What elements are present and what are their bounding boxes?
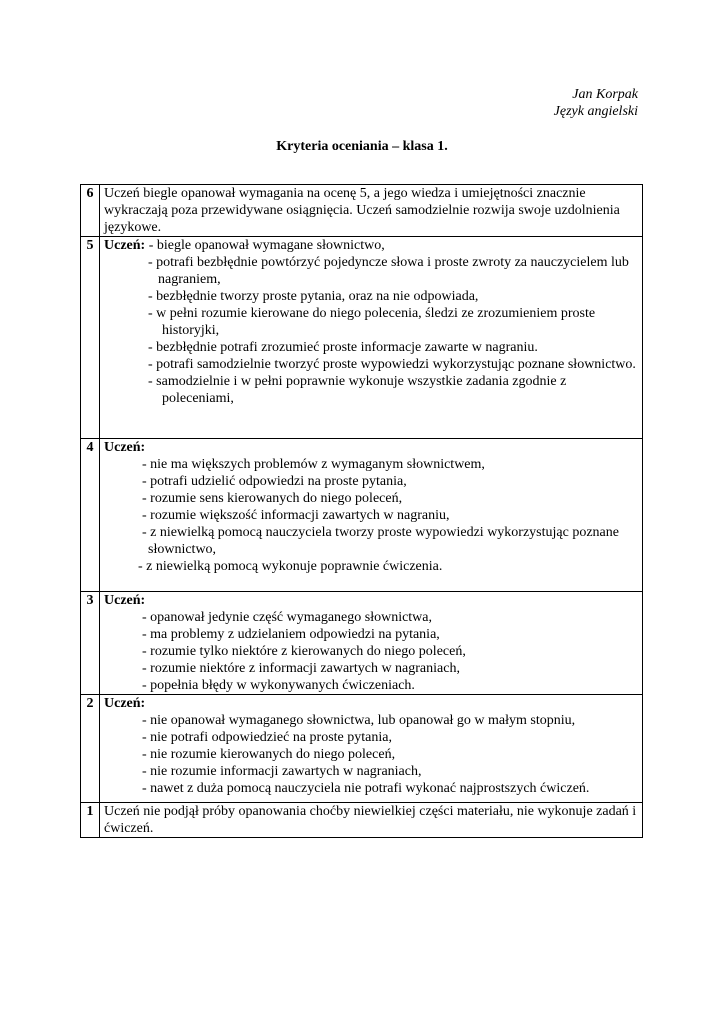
list-item: - bezbłędnie potrafi zrozumieć proste informacje zawarte w nagraniu. [148, 340, 538, 355]
list-item: - z niewielką pomocą nauczyciela tworzy proste wypowiedzi wykorzystując poznane słownictwo, [142, 525, 619, 557]
list-item: - nie ma większych problemów z wymaganym słownictwem, [142, 457, 485, 472]
grading-criteria-table [80, 184, 643, 838]
list-item: - ma problemy z udzielaniem odpowiedzi na pytania, [142, 627, 440, 642]
list-item: - rozumie większość informacji zawartych w nagraniu, [142, 508, 450, 523]
grade-cell: 4 [81, 439, 100, 592]
grade-cell: 2 [81, 695, 100, 803]
grade-5-list [104, 254, 638, 407]
grade-cell: 3 [81, 592, 100, 695]
grade-5-first-item: - biegle opanował wymagane słownictwo, [145, 238, 385, 253]
grade-description [100, 237, 643, 439]
grade-4-list [104, 456, 638, 575]
list-item: - w pełni rozumie kierowane do niego polecenia, śledzi ze zrozumieniem proste historyjki, [148, 306, 596, 338]
list-item: - bezbłędnie tworzy proste pytania, oraz na nie odpowiada, [148, 289, 479, 304]
grade-description [100, 439, 643, 592]
grade-2-list [104, 712, 638, 797]
grade-3-list [104, 609, 638, 694]
grade-description [100, 695, 643, 803]
grade-2-lead: Uczeń: [104, 696, 146, 711]
list-item: - opanował jedynie część wymaganego słownictwa, [142, 610, 433, 625]
list-item: - nawet z duża pomocą nauczyciela nie potrafi wykonać najprostszych ćwiczeń. [142, 781, 590, 796]
grade-3-lead: Uczeń: [104, 593, 146, 608]
list-item: - z niewielką pomocą wykonuje poprawnie ćwiczenia. [138, 559, 443, 574]
grade-5-lead: Uczeń: [104, 238, 146, 253]
table-row-grade-4 [81, 439, 643, 592]
table-row-grade-3 [81, 592, 643, 695]
grade-cell: 6 [81, 185, 100, 237]
grade-description [100, 185, 643, 237]
list-item: - popełnia błędy w wykonywanych ćwiczeniach. [142, 678, 415, 693]
grade-4-lead: Uczeń: [104, 440, 146, 455]
list-item: - rozumie sens kierowanych do niego poleceń, [142, 491, 403, 506]
list-item: - potrafi samodzielnie tworzyć proste wypowiedzi wykorzystując poznane słownictwo. [148, 357, 636, 372]
page-title: Kryteria oceniania – klasa 1. [276, 139, 448, 154]
author-name: Jan Korpak [572, 87, 638, 102]
table-row-grade-6 [81, 185, 643, 237]
author-block [554, 86, 638, 120]
grade-cell: 5 [81, 237, 100, 439]
table-row-grade-2 [81, 695, 643, 803]
table-row-grade-1 [81, 803, 643, 838]
list-item: - potrafi udzielić odpowiedzi na proste pytania, [142, 474, 407, 489]
grade-cell: 1 [81, 803, 100, 838]
grade-description [100, 592, 643, 695]
list-item: - nie opanował wymaganego słownictwa, lub opanował go w małym stopniu, [142, 713, 576, 728]
list-item: - nie potrafi odpowiedzieć na proste pytania, [142, 730, 392, 745]
list-item: - samodzielnie i w pełni poprawnie wykonuje wszystkie zadania zgodnie z poleceniami, [148, 374, 567, 406]
table-row-grade-5 [81, 237, 643, 439]
grade-1-text: Uczeń nie podjął próby opanowania choćby niewielkiej części materiału, nie wykonuje zadań i ćwiczeń. [104, 804, 637, 836]
subject-name: Język angielski [553, 104, 638, 119]
list-item: - nie rozumie kierowanych do niego poleceń, [142, 747, 396, 762]
list-item: - rozumie niektóre z informacji zawartych w nagraniach, [142, 661, 460, 676]
grade-description [100, 803, 643, 838]
list-item: - rozumie tylko niektóre z kierowanych do niego poleceń, [142, 644, 466, 659]
grade-6-text: Uczeń biegle opanował wymagania na ocenę 5, a jego wiedza i umiejętności znacznie wykraczają poza przewidywane osiągnięcia. Uczeń samodzielnie rozwija swoje uzdolnienia językowe. [104, 186, 620, 235]
list-item: - nie rozumie informacji zawartych w nagraniach, [142, 764, 422, 779]
list-item: - potrafi bezbłędnie powtórzyć pojedyncze słowa i proste zwroty za nauczycielem lub nagraniem, [148, 255, 629, 287]
grade-5-first-line [104, 237, 638, 254]
